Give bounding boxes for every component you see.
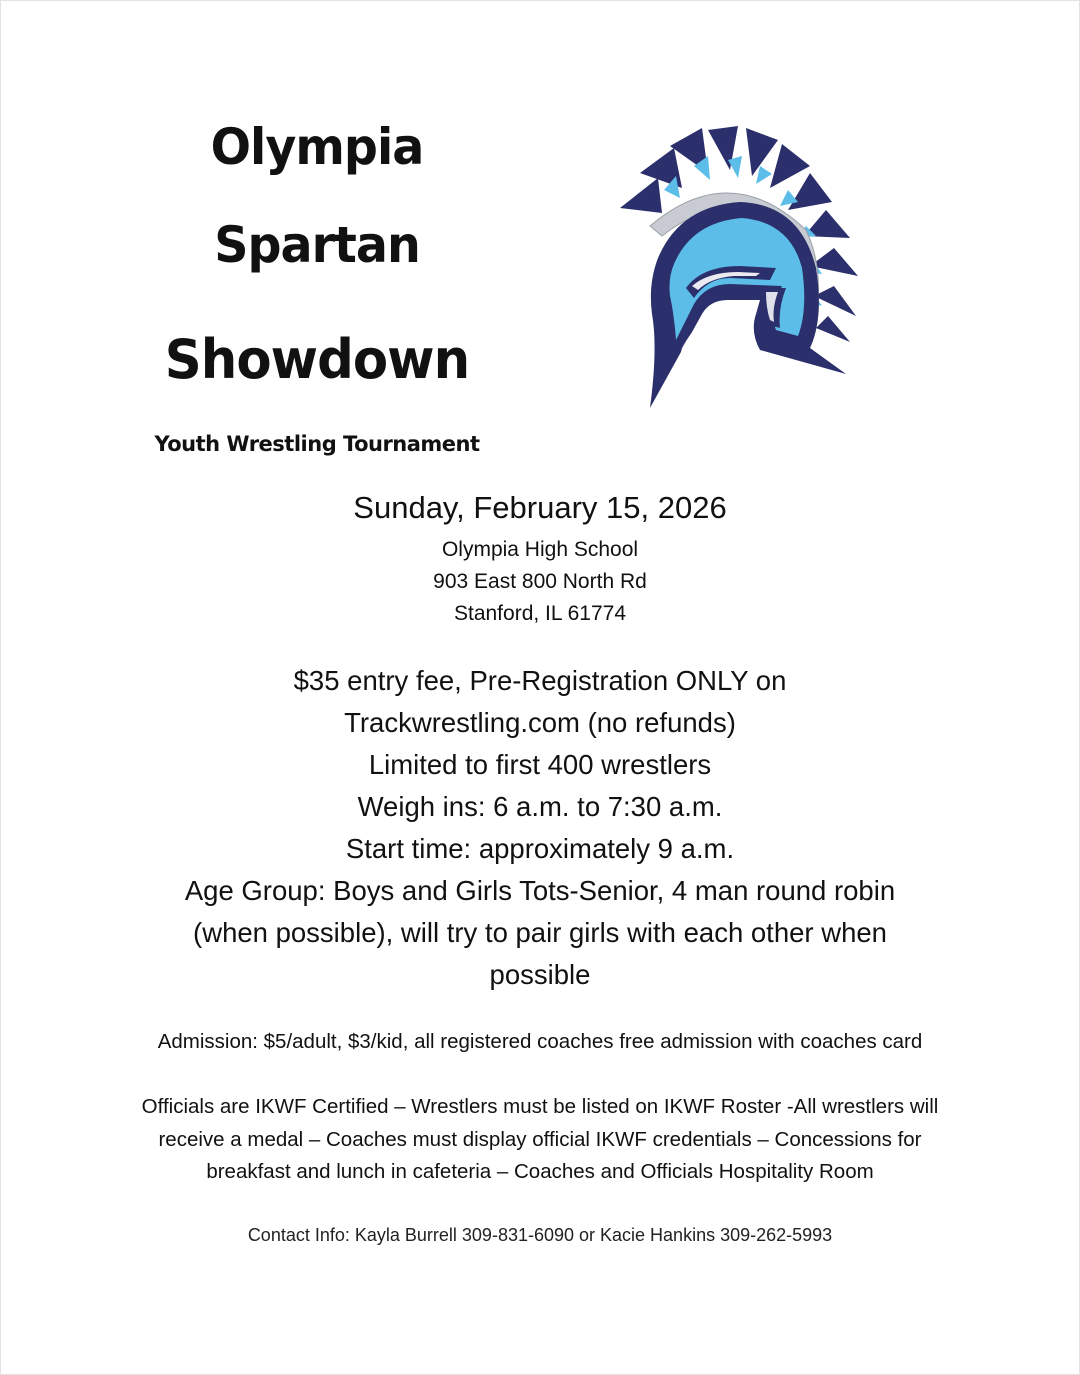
event-subtitle: Youth Wrestling Tournament — [154, 432, 480, 456]
contact-info: Contact Info: Kayla Burrell 309-831-6090 or Kacie Hankins 309-262-5993 — [247, 1225, 833, 1245]
title-line-spartan: Spartan — [214, 216, 420, 274]
wrestler-limit-line: Limited to first 400 wrestlers — [368, 749, 712, 780]
venue-name: Olympia High School — [441, 538, 639, 561]
spartan-helmet-icon — [610, 118, 870, 418]
event-details — [150, 660, 930, 996]
title-line-showdown: Showdown — [164, 328, 470, 391]
age-group-line: Age Group: Boys and Girls Tots-Senior, 4 man round robin (when possible), will try to pair girls with each other when possible — [184, 875, 896, 990]
weigh-ins-line: Weigh ins: 6 a.m. to 7:30 a.m. — [357, 791, 723, 822]
admission-info: Admission: $5/adult, $3/kid, all registered coaches free admission with coaches card — [157, 1030, 923, 1053]
officials-info: Officials are IKWF Certified – Wrestlers must be listed on IKWF Roster -All wrestlers will receive a medal – Coaches must display official IKWF credentials – Concessions for breakfast and lunch in cafeteria – Coaches and Officials Hospitality Room — [141, 1095, 939, 1183]
start-time-line: Start time: approximately 9 a.m. — [345, 833, 735, 864]
venue-street: 903 East 800 North Rd — [433, 570, 647, 593]
registration-line: Trackwrestling.com (no refunds) — [344, 707, 736, 738]
venue-city: Stanford, IL 61774 — [453, 602, 627, 625]
title-line-olympia: Olympia — [210, 118, 424, 176]
event-date: Sunday, February 15, 2026 — [353, 490, 727, 525]
entry-fee-line: $35 entry fee, Pre-Registration ONLY on — [293, 665, 787, 696]
